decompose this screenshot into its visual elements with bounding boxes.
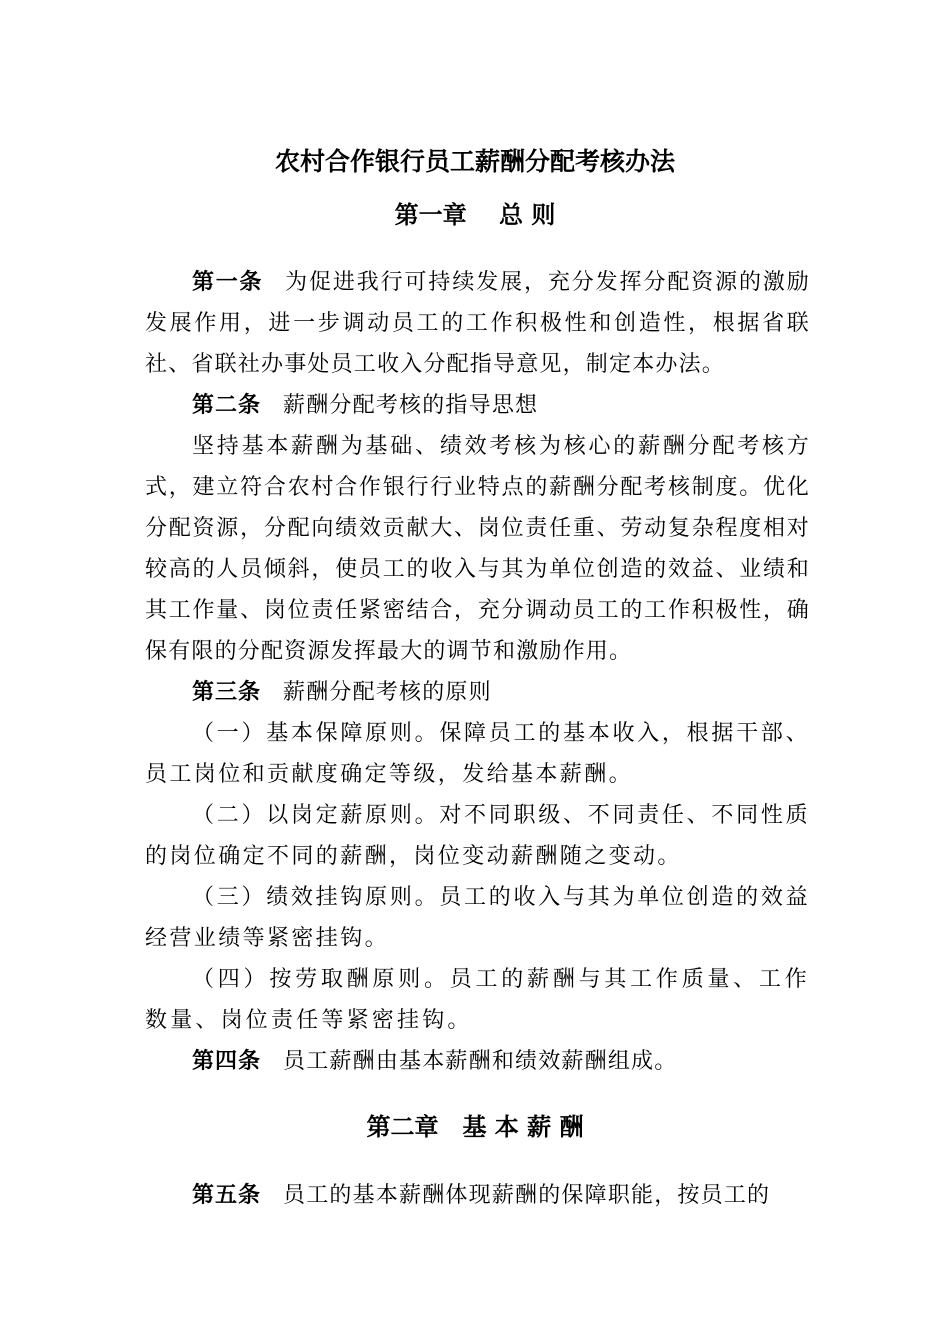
chapter-1-heading: 第一章 总 则 bbox=[394, 201, 556, 229]
article-2 bbox=[145, 385, 810, 426]
article-5-text: 员工的基本薪酬体现薪酬的保障职能，按员工的 bbox=[283, 1183, 771, 1208]
article-3-label: 第三条 bbox=[192, 680, 262, 705]
article-2-text: 薪酬分配考核的指导思想 bbox=[283, 393, 539, 418]
article-5 bbox=[145, 1175, 810, 1216]
article-2-label: 第二条 bbox=[192, 393, 262, 418]
article-1-label: 第一条 bbox=[192, 270, 264, 295]
article-1-text: 为促进我行可持续发展，充分发挥分配资源的激励发展作用，进一步调动员工的工作积极性和创造性，根据省联社、省联社办事处员工收入分配指导意见，制定本办法。 bbox=[145, 270, 810, 377]
article-5-label: 第五条 bbox=[192, 1183, 262, 1208]
principle-2: （二）以岗定薪原则。对不同职级、不同责任、不同性质的岗位确定不同的薪酬，岗位变动薪酬随之变动。 bbox=[145, 803, 810, 869]
principle-4: （四）按劳取酬原则。员工的薪酬与其工作质量、工作数量、岗位责任等紧密挂钩。 bbox=[145, 967, 810, 1033]
article-3-text: 薪酬分配考核的原则 bbox=[283, 680, 492, 705]
article-4 bbox=[145, 1041, 810, 1082]
principle-3: （三）绩效挂钩原则。员工的收入与其为单位创造的效益经营业绩等紧密挂钩。 bbox=[145, 885, 810, 951]
article-1 bbox=[145, 262, 810, 385]
chapter-2-heading: 第二章 基 本 薪 酬 bbox=[366, 1113, 584, 1141]
article-3 bbox=[145, 672, 810, 713]
article-4-label: 第四条 bbox=[192, 1049, 262, 1074]
article-2-body: 坚持基本薪酬为基础、绩效考核为核心的薪酬分配考核方式，建立符合农村合作银行行业特点的薪酬分配考核制度。优化分配资源，分配向绩效贡献大、岗位责任重、劳动复杂程度相对较高的人员倾斜，使员工的收入与其为单位创造的效益、业绩和其工作量、岗位责任紧密结合，充分调动员工的工作积极性，确保有限的分配资源发挥最大的调节和激励作用。 bbox=[145, 434, 810, 664]
principle-1: （一）基本保障原则。保障员工的基本收入，根据干部、员工岗位和贡献度确定等级，发给基本薪酬。 bbox=[145, 721, 810, 787]
document-title: 农村合作银行员工薪酬分配考核办法 bbox=[274, 147, 675, 176]
article-4-text: 员工薪酬由基本薪酬和绩效薪酬组成。 bbox=[283, 1049, 678, 1074]
